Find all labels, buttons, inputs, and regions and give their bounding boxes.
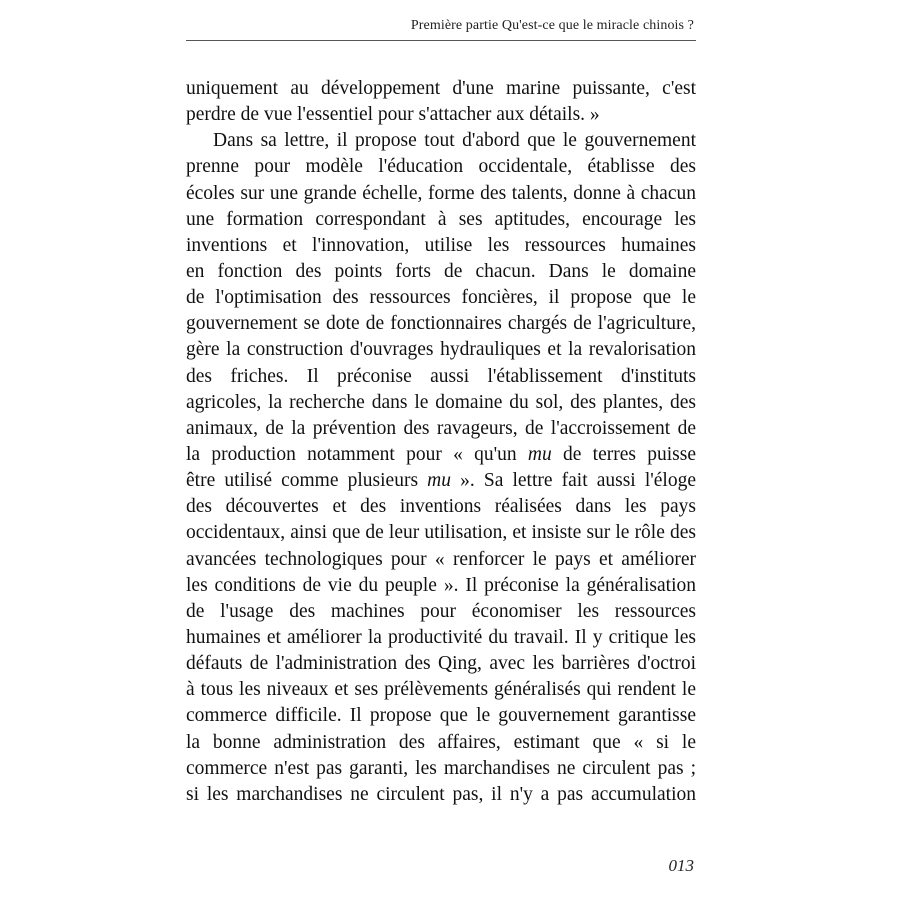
text-line: agricoles, la recherche dans le domaine du sol, des plantes, des [186,391,696,413]
body-text [186,76,696,808]
text-line: si les marchandises ne circulent pas, il n'y a pas accumulation [186,783,696,805]
italic-term-mu: mu [427,470,451,492]
text-line: être utilisé comme plusieurs mu ». Sa lettre fait aussi l'éloge [186,470,696,492]
text-line: la production notamment pour « qu'un mu de terres puisse [186,443,696,465]
text-line: gère la construction d'ouvrages hydrauliques et la revalorisation [186,339,696,361]
text-line: Dans sa lettre, il propose tout d'abord que le gouvernement [213,130,696,152]
running-header: Première partie Qu'est-ce que le miracle chinois ? [410,18,694,33]
text-line: humaines et améliorer la productivité du travail. Il y critique les [186,626,696,648]
text-line: à tous les niveaux et ses prélèvements généralisés qui rendent le [186,679,696,701]
text-line: perdre de vue l'essentiel pour s'attacher aux détails. » [186,104,600,126]
text-line: avancées technologiques pour « renforcer le pays et améliorer [186,548,696,570]
italic-term-mu: mu [527,443,552,465]
text-line: inventions et l'innovation, utilise les ressources humaines [186,234,696,256]
text-line: uniquement au développement d'une marine puissante, c'est [186,78,696,99]
text-line: prenne pour modèle l'éducation occidentale, établisse des [186,156,696,178]
text-line: des friches. Il préconise aussi l'établissement d'instituts [186,365,696,387]
text-line: de l'optimisation des ressources foncières, il propose que le [186,287,696,309]
text-line: commerce n'est pas garanti, les marchandises ne circulent pas ; [186,757,696,779]
text-line: les conditions de vie du peuple ». Il préconise la généralisation [186,574,696,596]
text-line: écoles sur une grande échelle, forme des talents, donne à chacun [186,182,696,204]
text-line: des découvertes et des inventions réalisées dans les pays [186,496,696,518]
text-line: en fonction des points forts de chacun. Dans le domaine [186,260,696,282]
text-line: la bonne administration des affaires, estimant que « si le [186,731,696,753]
text-line: gouvernement se dote de fonctionnaires chargés de l'agriculture, [186,313,696,335]
header-rule [186,40,696,41]
text-line: une formation correspondant à ses aptitudes, encourage les [186,208,696,230]
text-line: animaux, de la prévention des ravageurs, de l'accroissement de [186,417,696,439]
text-line: occidentaux, ainsi que de leur utilisation, et insiste sur le rôle des [186,522,696,544]
text-line: défauts de l'administration des Qing, avec les barrières d'octroi [186,653,696,675]
text-line: commerce difficile. Il propose que le gouvernement garantisse [186,705,696,727]
page-number: 013 [668,856,694,875]
text-line: de l'usage des machines pour économiser les ressources [186,600,696,622]
